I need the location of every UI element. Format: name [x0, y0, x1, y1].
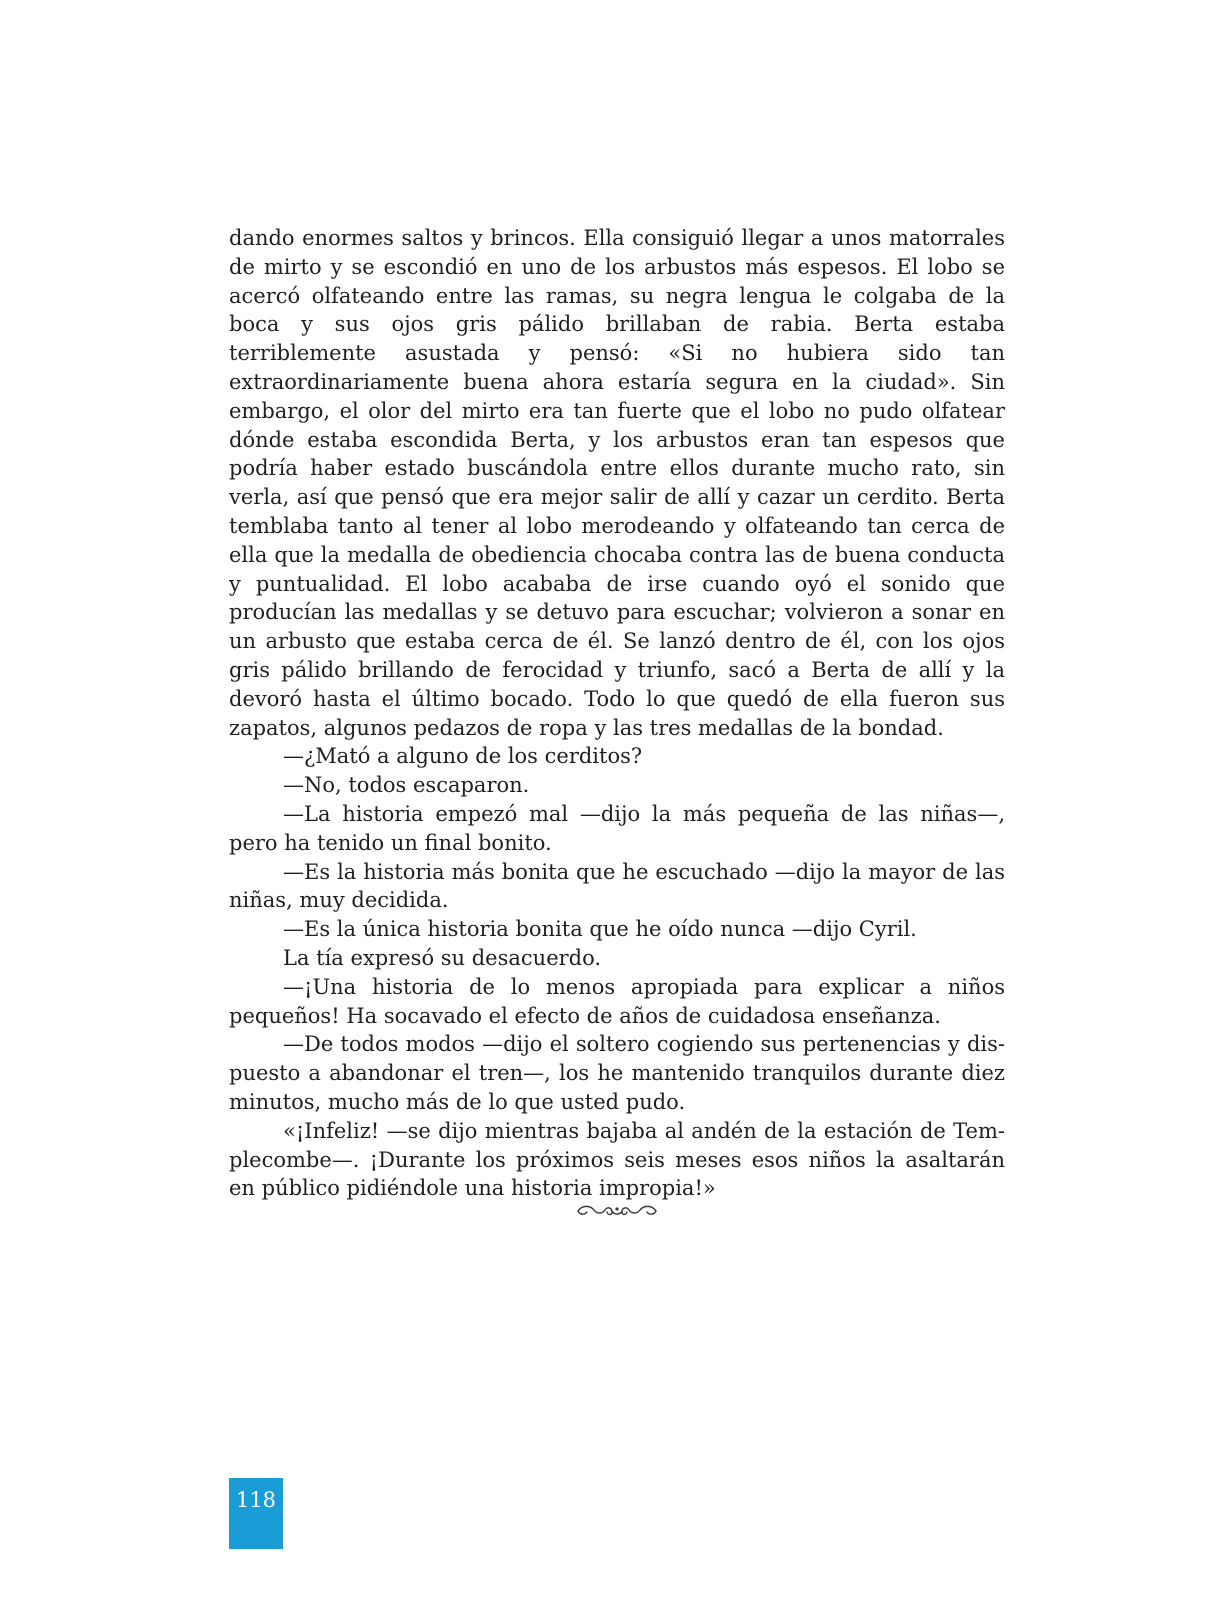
- page-number: 118: [235, 1488, 277, 1512]
- flourish-ornament-icon: [574, 1202, 660, 1220]
- body-text: [229, 224, 1005, 1203]
- paragraph-4: —La historia empezó mal —dijo la más pequeña de las niñas—, pero ha tenido un final bonito.: [229, 801, 1005, 855]
- paragraph-7: La tía expresó su desacuerdo.: [283, 945, 602, 970]
- paragraph-8: —¡Una historia de lo menos apropiada para explicar a niños pequeños! Ha socavado el efecto de años de cuidadosa enseñanza.: [229, 974, 1005, 1028]
- paragraph-5: —Es la historia más bonita que he escuchado —dijo la mayor de las niñas, muy decidida.: [229, 859, 1005, 913]
- paragraph-2: —¿Mató a alguno de los cerditos?: [283, 744, 643, 769]
- paragraph-1: dando enormes saltos y brincos. Ella consiguió llegar a unos matorrales de mirto y se escondió en uno de los arbustos más espesos. El lobo se acercó olfateando entre las ramas, su negra lengua le colgaba de la boca y sus ojos gris pálido brillaban de rabia. Berta estaba terriblemente asustada y pensó: «Si no hubiera sido tan extraordinariamente buena ahora estaría segura en la ciudad». Sin embargo, el olor del mirto era tan fuerte que el lobo no pudo olfatear dónde estaba escondida Berta, y los arbustos eran tan espesos que podría haber estado buscándola entre ellos durante mucho rato, sin verla, así que pensó que era mejor salir de allí y cazar un cerdito. Berta temblaba tanto al tener al lobo merodeando y olfateando tan cerca de ella que la medalla de obediencia chocaba contra las de buena conducta y puntualidad. El lobo acababa de irse cuando oyó el sonido que producían las medallas y se detuvo para escuchar; volvieron a sonar en un arbusto que estaba cerca de él. Se lanzó dentro de él, con los ojos gris pálido brillando de ferocidad y triunfo, sacó a Berta de allí y la devoró hasta el último bocado. Todo lo que quedó de ella fueron sus zapatos, algunos pedazos de ropa y las tres medallas de la bondad.: [229, 226, 1005, 740]
- paragraph-9: —De todos modos —dijo el soltero cogiendo sus pertenencias y dispuesto a abandonar el tren—, los he mantenido tranquilos durante diez minutos, mucho más de lo que usted pudo.: [229, 1032, 1005, 1114]
- page-number-box: [229, 1478, 283, 1549]
- paragraph-10: «¡Infeliz! —se dijo mientras bajaba al andén de la estación de Templecombe—. ¡Durante los próximos seis meses esos niños la asaltarán en público pidiéndole una historia impropia!»: [229, 1118, 1005, 1201]
- paragraph-3: —No, todos escaparon.: [283, 773, 530, 798]
- paragraph-6: —Es la única historia bonita que he oído nunca —dijo Cyril.: [283, 917, 917, 942]
